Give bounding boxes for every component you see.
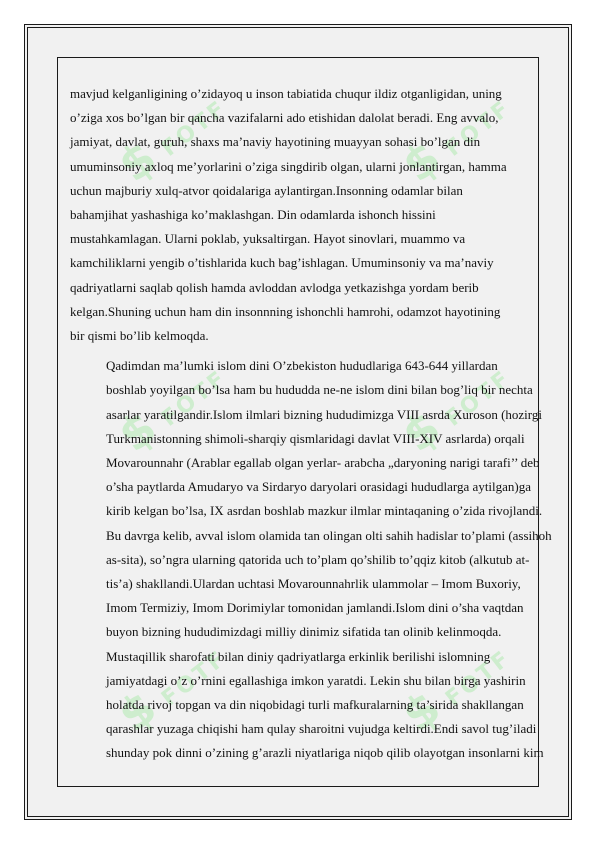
text-line: jamiyat, davlat, guruh, shaxs ma’naviy hayotining muayyan sohasi bo’lgan din [70, 134, 481, 150]
text-line: Bu davrga kelib, avval islom olamida tan olingan olti sahih hadislar to’plami (assihoh [106, 527, 552, 543]
paragraph [70, 354, 552, 765]
text-line: Qadimdan ma’lumki islom dini O’zbekiston hududlariga 643-644 yillardan [106, 358, 498, 374]
text-line: mustahkamlagan. Ularni poklab, yuksaltirgan. Hayot sinovlari, muammo va [70, 231, 466, 247]
text-line: qarashlar yuzaga chiqishi ham qulay sharoitni vujudga keltirdi.Endi savol tug’iladi [106, 721, 537, 737]
text-line: kirib kelgan bo’lsa, IX asrdan boshlab mazkur ilmlar mintaqaning o’zida rivojlandi. [106, 503, 543, 519]
text-line: as-sita), so’ngra ularning qatorida uch to’plam qo’shilib to’qqiz kitob (alkutub at- [106, 551, 530, 567]
document-body [70, 82, 552, 766]
text-line: holatda rivoj topgan va din niqobidagi turli mafkuralarning ta’sirida shakllangan [106, 697, 524, 713]
text-line: qadriyatlarni saqlab qolish hamda avloddan avlodga yetkazishga yordam berib [70, 279, 479, 295]
text-line: umuminsoniy axloq me’yorlarini o’ziga singdirib olgan, ularni jonlantirgan, hamma [70, 158, 507, 174]
text-line: boshlab yoyilgan bo’lsa ham bu hududda ne-ne islom dini bilan bog’liq bir nechta [106, 382, 533, 398]
text-line: o’ziga xos bo’lgan bir qancha vazifalarni ado etishidan dalolat beradi. Eng avvalo, [70, 110, 499, 126]
text-line: bahamjihat yashashiga ko’maklashgan. Din odamlarda ishonch hissini [70, 207, 436, 223]
text-line: uchun majburiy xulq-atvor qoidalariga aylantirgan.Insonning odamlar bilan [70, 182, 463, 198]
text-line: shunday pok dinni o’zining g’arazli niyatlariga niqob qilib olayotgan insonlarni kim [106, 745, 544, 761]
text-line: o’sha paytlarda Amudaryo va Sirdaryo daryolari orasidagi hududlarga aytilgan)ga [106, 479, 532, 495]
text-line: kelgan.Shuning uchun ham din insonnning ishonchli hamrohi, odamzot hayotining [70, 303, 501, 319]
watermark: $ FOTF [108, 365, 233, 463]
watermark: $ FOTF [392, 365, 517, 463]
text-line: Imom Termiziy, Imom Dorimiylar tomonidan jamlandi.Islom dini o’sha vaqtdan [106, 600, 524, 616]
watermark: $ FOTF [108, 645, 233, 743]
text-line: bir qismi bo’lib kelmoqda. [70, 328, 209, 344]
paragraph [70, 82, 538, 348]
watermark: $ FOTF [392, 645, 517, 743]
text-line: kamchiliklarni yengib o’tishlarida kuch bag’ishlagan. Umuminsoniy va ma’naviy [70, 255, 494, 271]
text-line: mavjud kelganligining o’zidayoq u inson tabiatida chuqur ildiz otganligidan, uning [70, 86, 502, 101]
watermark: $ FOTF [108, 95, 233, 193]
text-line: asarlar yaratilgandir.Islom ilmlari bizning hududimizga VIII asrda Xuroson (hozirgi [106, 406, 542, 422]
text-line: Mustaqillik sharofati bilan diniy qadriyatlarga erkinlik berilishi islomning [106, 648, 491, 664]
text-line: Turkmanistonning shimoli-sharqiy qismlaridagi davlat VIII-XIV asrlarda) orqali [106, 430, 525, 446]
text-line: tis’a) shakllandi.Ulardan uchtasi Movarounnahrlik ulammolar – Imom Buxoriy, [106, 576, 521, 592]
text-line: Movarounnahr (Arablar egallab olgan yerlar- arabcha „daryoning narigi tarafi’’ deb [106, 455, 540, 471]
watermark: $ FOTF [392, 95, 517, 193]
text-line: jamiyatdagi o’z o’rnini egallashiga imkon yaratdi. Lekin shu bilan birga yashirin [106, 672, 526, 688]
text-line: buyon bizning hududimizdagi milliy dinimiz sifatida tan olinib kelinmoqda. [106, 624, 502, 640]
